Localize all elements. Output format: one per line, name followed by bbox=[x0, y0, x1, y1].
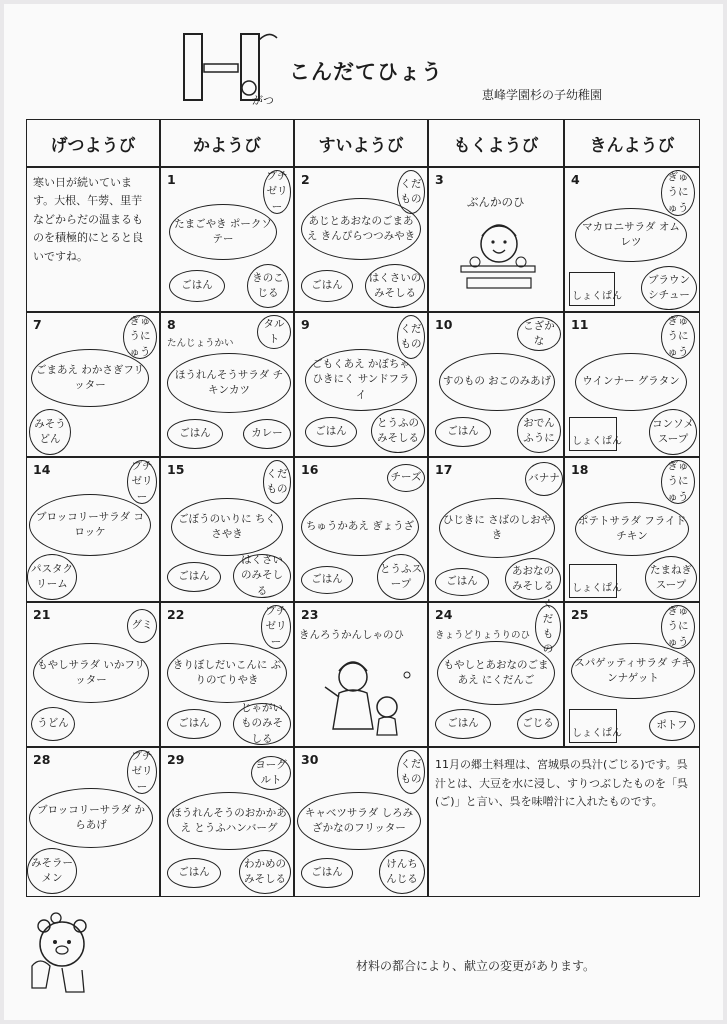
staple-oval: ごはん bbox=[301, 566, 353, 594]
day-number: 28 bbox=[33, 752, 51, 767]
day-number: 1 bbox=[167, 172, 176, 187]
weekday-header: げつようび bbox=[26, 119, 160, 167]
day-cell-1 bbox=[160, 167, 294, 312]
local-food-text: 11月の郷土料理は、宮城県の呉汁(ごじる)です。呉汁とは、大豆を水に浸し、すりつぶしたものを「呉(ご)」と言い、呉を味噌汁に入れたものです。 bbox=[435, 758, 688, 809]
bread-box: しょくぱん bbox=[569, 417, 617, 451]
day-number: 3 bbox=[435, 172, 444, 187]
staple-oval: ごはん bbox=[435, 417, 491, 447]
dessert-oval: プチゼリー bbox=[261, 605, 291, 649]
soup-oval: とうふスープ bbox=[377, 554, 425, 600]
day-cell-18 bbox=[564, 457, 700, 602]
soup-oval: はくさいのみそしる bbox=[365, 264, 425, 308]
weekday-header: きんようび bbox=[564, 119, 700, 167]
main-dish-oval: きりぼしだいこんに ぶりのてりやき bbox=[167, 643, 287, 703]
main-dish-oval: たまごやき ポークソテー bbox=[169, 204, 277, 260]
dessert-oval: くだもの bbox=[397, 315, 425, 359]
eating-child-illustration bbox=[455, 214, 541, 296]
day-cell-4 bbox=[564, 167, 700, 312]
month-suffix: がつ bbox=[252, 94, 274, 107]
day-cell-17 bbox=[428, 457, 564, 602]
main-dish-oval: ほうれんそうのおかかあえ とうふハンバーグ bbox=[167, 792, 291, 850]
day-number: 10 bbox=[435, 317, 453, 332]
main-dish-oval: ちゅうかあえ ぎょうざ bbox=[301, 498, 419, 556]
soup-oval: きのこじる bbox=[247, 264, 289, 308]
menu-calendar bbox=[26, 119, 700, 897]
curry-oval: カレー bbox=[243, 419, 291, 449]
soup-oval: あおなのみそしる bbox=[505, 558, 561, 600]
dessert-oval: プチゼリー bbox=[127, 460, 157, 504]
dessert-oval: くだもの bbox=[263, 460, 291, 504]
day-number: 2 bbox=[301, 172, 310, 187]
drink-oval: ぎゅうにゅう bbox=[123, 315, 157, 359]
soup-oval: みそうどん bbox=[29, 409, 71, 455]
day-cell-2 bbox=[294, 167, 428, 312]
event-label: ぶんかのひ bbox=[467, 195, 525, 209]
day-cell-23 bbox=[294, 602, 428, 747]
day-number: 24 bbox=[435, 607, 453, 622]
day-cell-29 bbox=[160, 747, 294, 897]
day-cell-16 bbox=[294, 457, 428, 602]
main-dish-oval: キャベツサラダ しろみざかなのフリッター bbox=[297, 792, 421, 850]
soup-oval: とうふのみそしる bbox=[371, 409, 425, 453]
day-cell-22 bbox=[160, 602, 294, 747]
event-label: きんろうかんしゃのひ bbox=[299, 629, 404, 641]
day-cell-25 bbox=[564, 602, 700, 747]
day-number: 15 bbox=[167, 462, 185, 477]
staple-oval: ごはん bbox=[169, 270, 225, 302]
day-cell-21 bbox=[26, 602, 160, 747]
main-dish-oval: ほうれんそうサラダ チキンカツ bbox=[167, 353, 291, 413]
drink-oval: ぎゅうにゅう bbox=[661, 460, 695, 504]
drink-oval: ぎゅうにゅう bbox=[661, 605, 695, 649]
main-dish-oval: ごまあえ わかさぎフリッター bbox=[31, 349, 149, 407]
menu-sheet bbox=[4, 4, 723, 1020]
dessert-oval: くだもの bbox=[397, 170, 425, 214]
soup-oval: みそラーメン bbox=[27, 848, 77, 894]
dessert-oval: くだもの bbox=[397, 750, 425, 794]
fruit-oval: バナナ bbox=[525, 462, 563, 496]
main-dish-oval: もやしとあおなのごまあえ にくだんご bbox=[437, 641, 555, 705]
dessert-oval: くだもの bbox=[535, 605, 561, 649]
dessert-oval: プチゼリー bbox=[263, 170, 291, 214]
staple-oval: ごはん bbox=[167, 858, 221, 888]
staple-oval: ごはん bbox=[435, 709, 491, 739]
day-number: 16 bbox=[301, 462, 319, 477]
main-dish-oval: あじとあおなのごまあえ きんぴらつつみやき bbox=[301, 198, 421, 260]
staple-oval: ごはん bbox=[167, 419, 223, 449]
day-cell-10 bbox=[428, 312, 564, 457]
bear-illustration bbox=[22, 906, 106, 996]
dessert-oval: プチゼリー bbox=[127, 750, 157, 794]
drink-oval: ヨーグルト bbox=[251, 756, 291, 790]
drink-oval: ぎゅうにゅう bbox=[661, 170, 695, 216]
staple-oval: うどん bbox=[31, 707, 75, 741]
day-number: 14 bbox=[33, 462, 51, 477]
bread-box: しょくぱん bbox=[569, 564, 617, 598]
day-number: 4 bbox=[571, 172, 580, 187]
main-dish-oval: ひじきに さばのしおやき bbox=[439, 498, 555, 558]
soup-oval: ごじる bbox=[517, 709, 559, 739]
extra-oval: ブラウンシチュー bbox=[641, 266, 697, 310]
day-cell-8 bbox=[160, 312, 294, 457]
dessert-oval: タルト bbox=[257, 315, 291, 349]
main-dish-oval: マカロニサラダ オムレツ bbox=[575, 208, 687, 262]
day-cell-28 bbox=[26, 747, 160, 897]
main-dish-oval: ごぼうのいりに ちくさやき bbox=[171, 498, 283, 556]
intro-message-cell bbox=[26, 167, 160, 312]
day-number: 9 bbox=[301, 317, 310, 332]
main-dish-oval: すのもの おこのみあげ bbox=[439, 353, 555, 411]
day-number: 8 bbox=[167, 317, 176, 332]
staple-oval: パスタクリーム bbox=[27, 554, 77, 600]
day-number: 25 bbox=[571, 607, 589, 622]
day-number: 18 bbox=[571, 462, 589, 477]
soup-oval: コンソメスープ bbox=[649, 409, 697, 455]
side-oval: チーズ bbox=[387, 464, 425, 492]
soup-oval: はくさいのみそしる bbox=[233, 554, 291, 598]
soup-oval: ポトフ bbox=[649, 711, 695, 741]
day-number: 21 bbox=[33, 607, 51, 622]
drink-oval: ぎゅうにゅう bbox=[661, 315, 695, 359]
dessert-oval: グミ bbox=[127, 609, 157, 643]
main-dish-oval: スパゲッティサラダ チキンナゲット bbox=[571, 643, 695, 699]
day-number: 30 bbox=[301, 752, 319, 767]
main-dish-oval: ブロッコリーサラダ からあげ bbox=[29, 788, 153, 848]
staple-oval: ごはん bbox=[167, 562, 221, 592]
day-number: 11 bbox=[571, 317, 589, 332]
soup-oval: けんちんじる bbox=[379, 850, 425, 894]
day-number: 17 bbox=[435, 462, 453, 477]
intro-message: 寒い日が続いています。大根、午蒡、里芋などからだの温まるものを積極的にとると良いですね。 bbox=[33, 176, 143, 263]
day-cell-14 bbox=[26, 457, 160, 602]
day-number: 7 bbox=[33, 317, 42, 332]
staple-oval: ごはん bbox=[435, 568, 489, 596]
weekday-header: もくようび bbox=[428, 119, 564, 167]
bread-box: しょくぱん bbox=[569, 709, 617, 743]
staple-oval: ごはん bbox=[301, 270, 353, 302]
school-name: 恵峰学園杉の子幼稚園 bbox=[482, 88, 603, 102]
main-dish-oval: ごもくあえ かぼちゃひきにく サンドフライ bbox=[305, 349, 417, 411]
day-cell-30 bbox=[294, 747, 428, 897]
staple-oval: ごはん bbox=[167, 709, 221, 739]
day-cell-11 bbox=[564, 312, 700, 457]
event-label: たんじょうかい bbox=[167, 338, 234, 349]
day-cell-3 bbox=[428, 167, 564, 312]
page-title: こんだてひょう bbox=[289, 60, 443, 84]
main-dish-oval: ウインナー グラタン bbox=[575, 353, 687, 411]
main-dish-oval: もやしサラダ いかフリッター bbox=[33, 643, 149, 703]
soup-oval: たまねぎスープ bbox=[645, 556, 697, 600]
day-cell-9 bbox=[294, 312, 428, 457]
staple-oval: ごはん bbox=[305, 417, 357, 447]
local-food-note bbox=[428, 747, 700, 897]
day-cell-24 bbox=[428, 597, 564, 747]
side-oval: こざかな bbox=[517, 317, 561, 351]
main-dish-oval: ブロッコリーサラダ コロッケ bbox=[29, 494, 151, 556]
day-cell-7 bbox=[26, 312, 160, 457]
event-label: きょうどりょうりのひ bbox=[435, 630, 531, 641]
day-cell-15 bbox=[160, 457, 294, 602]
weekday-header: すいようび bbox=[294, 119, 428, 167]
day-number: 22 bbox=[167, 607, 185, 622]
main-dish-oval: ポテトサラダ フライドチキン bbox=[575, 502, 689, 556]
weekday-header: かようび bbox=[160, 119, 294, 167]
soup-oval: じゃがいものみそしる bbox=[233, 703, 291, 745]
day-number: 23 bbox=[301, 607, 319, 622]
mother-child-illustration bbox=[317, 653, 417, 743]
footer-notice: 材料の都合により、献立の変更があります。 bbox=[356, 959, 596, 973]
soup-oval: わかめのみそしる bbox=[239, 850, 291, 894]
bread-box: しょくぱん bbox=[569, 272, 615, 306]
staple-oval: ごはん bbox=[301, 858, 353, 888]
day-number: 29 bbox=[167, 752, 185, 767]
soup-oval: おでんふうに bbox=[517, 409, 561, 453]
